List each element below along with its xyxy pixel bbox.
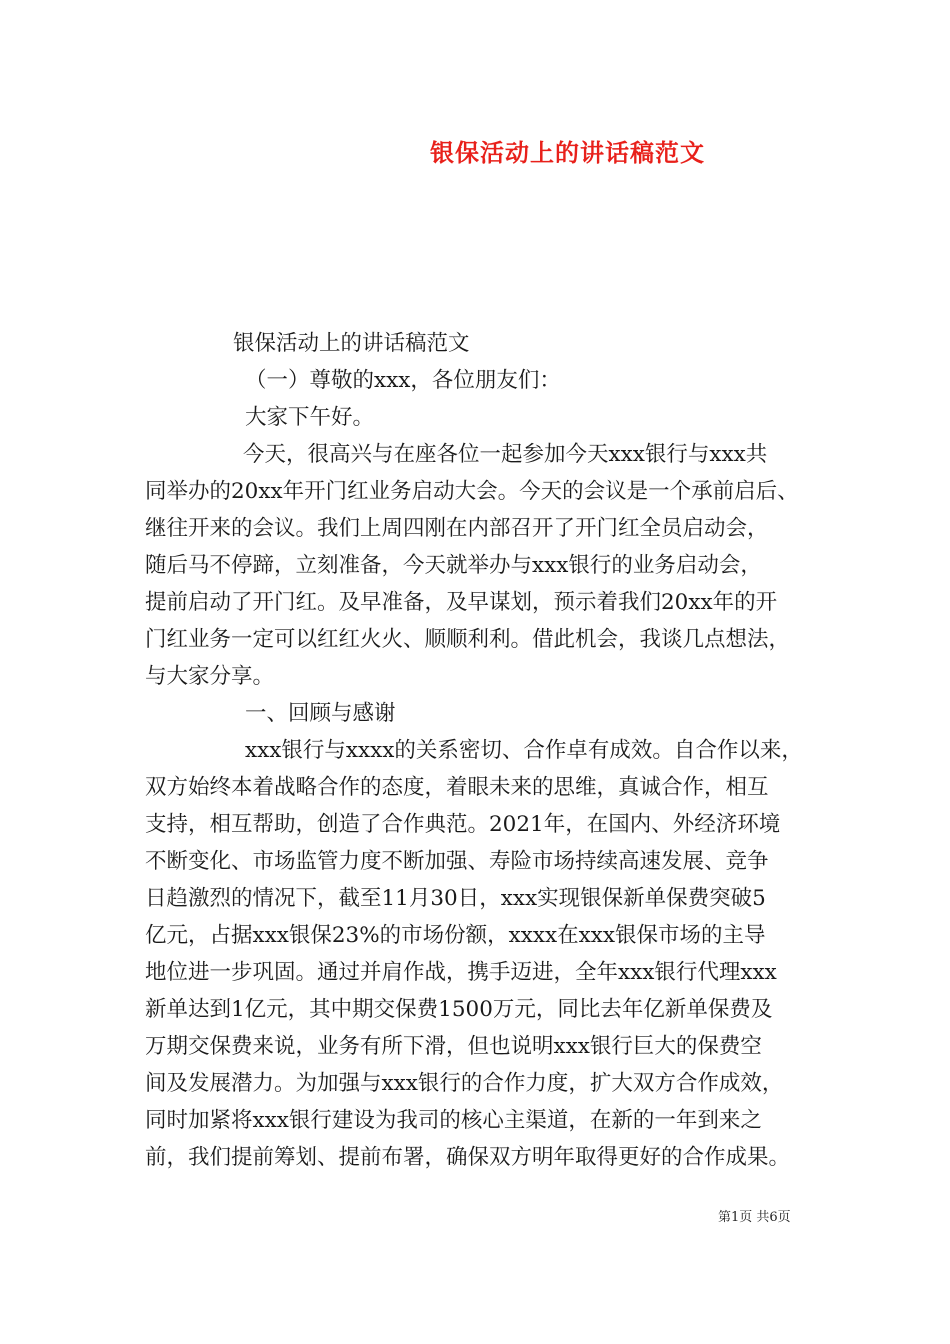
document-heading: 银保活动上的讲话稿范文 <box>233 331 470 356</box>
paragraph-line: 万期交保费来说，业务有所下滑，但也说明xxx银行巨大的保费空 <box>145 1034 762 1059</box>
paragraph-line: 同时加紧将xxx银行建设为我司的核心主渠道，在新的一年到来之 <box>145 1108 762 1133</box>
page-title: 银保活动上的讲话稿范文 <box>430 138 705 167</box>
salutation: （一）尊敬的xxx，各位朋友们： <box>245 368 561 393</box>
paragraph-line: 新单达到1亿元，其中期交保费1500万元，同比去年亿新单保费及 <box>145 997 773 1022</box>
document-body <box>145 325 825 1176</box>
page-number: 第1页 共6页 <box>718 1210 791 1225</box>
paragraph-line: 与大家分享。 <box>145 664 275 689</box>
paragraph-line: xxx银行与xxxx的关系密切、合作卓有成效。自合作以来， <box>245 738 803 763</box>
paragraph-2 <box>145 732 825 1176</box>
paragraph-line: 日趋激烈的情况下，截至11月30日，xxx实现银保新单保费突破5 <box>145 886 766 911</box>
section-heading: 一、回顾与感谢 <box>245 701 396 726</box>
paragraph-line: 随后马不停蹄，立刻准备，今天就举办与xxx银行的业务启动会， <box>145 553 762 578</box>
paragraph-line: 双方始终本着战略合作的态度，着眼未来的思维，真诚合作，相互 <box>145 775 769 800</box>
paragraph-line: 不断变化、市场监管力度不断加强、寿险市场持续高速发展、竞争 <box>145 849 769 874</box>
paragraph-line: 亿元，占据xxx银保23%的市场份额，xxxx在xxx银保市场的主导 <box>145 923 766 948</box>
paragraph-line: 前，我们提前筹划、提前布署，确保双方明年取得更好的合作成果。 <box>145 1145 791 1170</box>
paragraph-line: 间及发展潜力。为加强与xxx银行的合作力度，扩大双方合作成效， <box>145 1071 784 1096</box>
paragraph-line: 继往开来的会议。我们上周四刚在内部召开了开门红全员启动会， <box>145 516 769 541</box>
paragraph-line: 提前启动了开门红。及早准备，及早谋划，预示着我们20xx年的开 <box>145 590 778 615</box>
paragraph-line: 支持，相互帮助，创造了合作典范。2021年，在国内、外经济环境 <box>145 812 781 837</box>
paragraph-line: 地位进一步巩固。通过并肩作战，携手迈进，全年xxx银行代理xxx <box>145 960 777 985</box>
paragraph-line: 今天，很高兴与在座各位一起参加今天xxx银行与xxx共 <box>243 442 768 467</box>
paragraph-line: 同举办的20xx年开门红业务启动大会。今天的会议是一个承前启后、 <box>145 479 799 504</box>
greeting: 大家下午好。 <box>245 405 375 430</box>
paragraph-line: 门红业务一定可以红红火火、顺顺利利。借此机会，我谈几点想法， <box>145 627 791 652</box>
paragraph-1 <box>145 436 825 695</box>
